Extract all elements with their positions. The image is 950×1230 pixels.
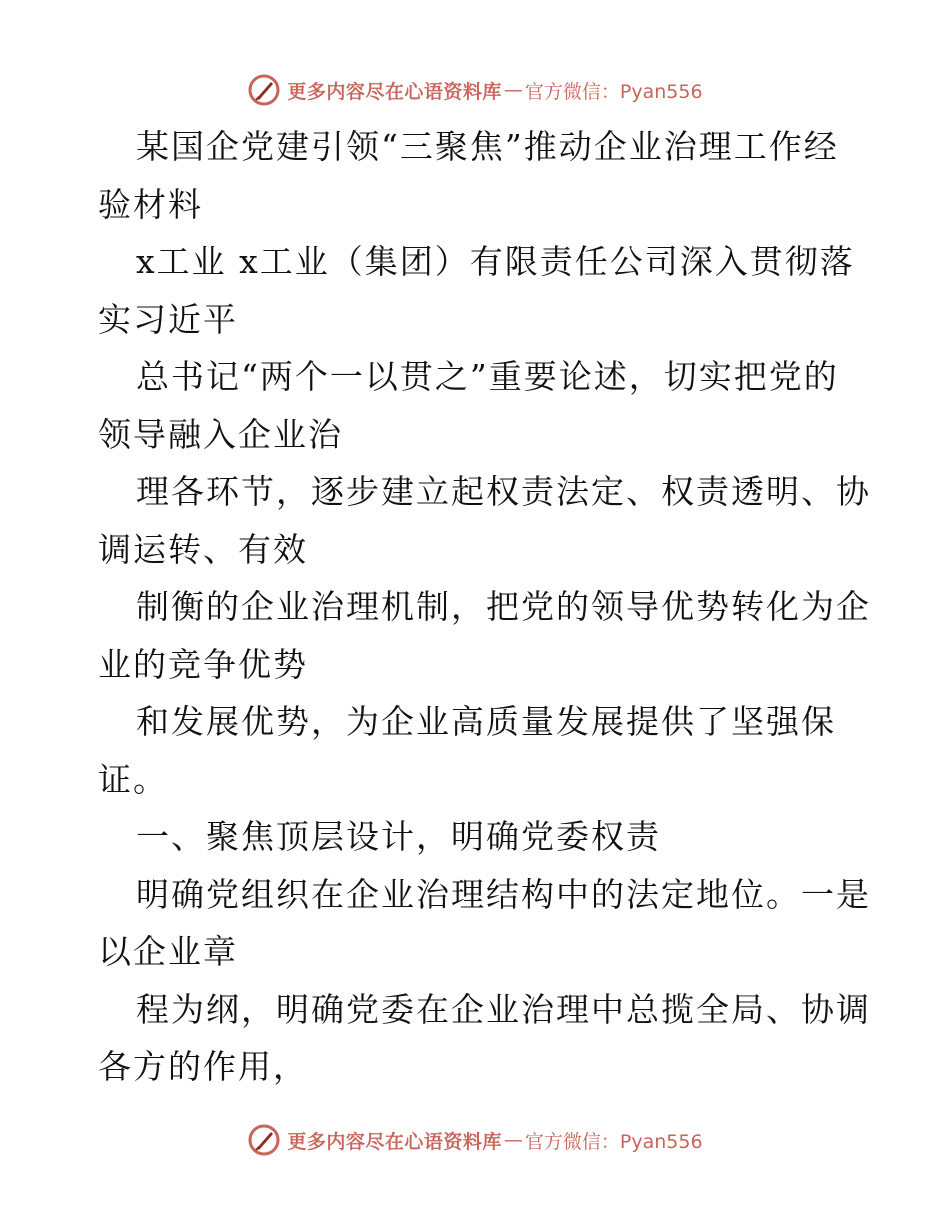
footer-banner [0,1120,950,1160]
document-body [98,118,871,1096]
text-line: 实习近平 [98,299,238,339]
text-line: 理各环节，逐步建立起权责法定、权责透明、协 [136,472,871,511]
quill-logo-icon [247,73,281,107]
text-line: 业的竞争优势 [98,644,308,684]
text-line: 以企业章 [98,932,238,971]
text-line: 验材料 [98,184,203,224]
banner-text: 更多内容尽在心语资料库 [287,80,502,103]
section-heading: 一、聚焦顶层设计，明确党委权责 [136,817,661,856]
header-banner [0,70,950,110]
text-line: 各方的作用， [98,1047,308,1086]
banner-separator: — [503,1129,523,1151]
text-line: 明确党组织在企业治理结构中的法定地位。一是 [136,874,871,914]
banner-wechat: 官方微信：Pyan556 [524,1130,703,1153]
quill-logo-icon [247,1123,281,1157]
text-line: 调运转、有效 [98,529,308,569]
banner-wechat: 官方微信：Pyan556 [524,80,703,103]
text-line: 某国企党建引领“三聚焦”推动企业治理工作经 [136,127,839,166]
text-line: 证。 [98,759,168,799]
text-line: 和发展优势，为企业高质量发展提供了坚强保 [136,702,836,741]
text-line: 总书记“两个一以贯之”重要论述，切实把党的 [136,357,839,396]
banner-text: 更多内容尽在心语资料库 [287,1130,502,1153]
text-line: 领导融入企业治 [98,414,343,454]
text-line: 制衡的企业治理机制，把党的领导优势转化为企 [136,587,871,626]
banner-separator: — [503,79,523,101]
text-line: x工业 x工业（集团）有限责任公司深入贯彻落 [136,242,855,281]
text-line: 程为纲，明确党委在企业治理中总揽全局、协调 [136,989,871,1029]
